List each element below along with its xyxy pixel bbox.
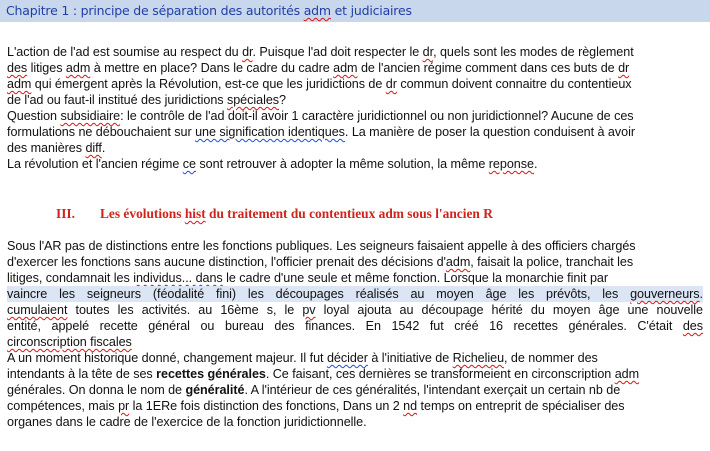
chapter-title [6,3,412,18]
p1-line-1: L'action de l'ad est soumise au respect du dr. Puisque l'ad doit respecter le dr, quels sont les modes de règlement [7,45,634,59]
p2-line-11: compétences, mais pr la 1ERe fois distinction des fonctions, Dans un 2 nd temps on entreprit de spécialiser des [7,399,625,413]
p2-line-3: litiges, condamnait les individus... dans le cadre d'une seule et même fonction. Lorsque la monarchie finit par [7,271,609,285]
p2-line-12: organes dans le cadre de l'exercice de la fonction juridictionnelle. [7,415,367,429]
p2-line-9: intendants à la tête de ses recettes générales. Ce faisant, ces dernières se transformeient en circonscription adm [7,367,640,381]
p2-line-4: vaincre les seigneurs (féodalité fini) les découpages réalisés au moyen âge les prévôts, les gouverneurs. [7,287,703,301]
p2-line-6: entité, appelé recette général ou bureau des finances. En 1542 fut créé 16 recettes générales. C'était des [7,319,703,333]
p2-line-7: circonscription fiscales [7,335,132,349]
p1-line-5: Question subsidiaire: le contrôle de l'ad doit-il avoir 1 caractère juridictionnel ou non juridictionnel? Aucune de ces [7,109,634,123]
p2-line-1: Sous l'AR pas de distinctions entre les fonctions publiques. Les seigneurs faisaient appelle à des officiers chargés [7,239,636,253]
p2-line-2: d'exercer les fonctions sans aucune distinction, l'officier prenait des décisions d'adm, faisait la police, tranchait les [7,255,634,269]
section-number: III. [56,206,75,221]
p1-line-3: adm qui émergent après la Révolution, est-ce que les juridictions de dr commun doivent connaitre du contentieux [7,77,632,91]
p1-line-7: des manières diff. [7,141,106,155]
chapter-title-text-end: et judiciaires [330,3,412,18]
section-heading: Les évolutions hist du traitement du contentieux adm sous l'ancien R [100,206,493,221]
chapter-title-text: Chapitre 1 : principe de séparation des autorités [6,3,304,18]
p2-line-10: générales. On donna le nom de généralité. A l'intérieur de ces généralités, l'intendant exerçait un certain nb de [7,383,621,397]
p1-line-6: formulations ne débouchaient sur une signification identiques. La manière de poser la question conduisent à avoir [7,125,635,139]
p2-line-5: cumulaient toutes les activités. au 16ème s, le pv loyal ajouta au découpage hérité du moyen âge une nouvelle [7,303,704,317]
p2-line-8: A un moment historique donné, changement majeur. Il fut décider à l'initiative de Richelieu, de nommer des [7,351,598,365]
p1-line-4: de l'ad ou faut-il institué des juridictions spéciales? [7,93,286,107]
chapter-title-adm: adm [303,3,331,18]
p1-line-8: La révolution et l'ancien régime ce sont retrouver à adopter la même solution, la même reponse. [7,157,538,171]
p1-line-2: des litiges adm à mettre en place? Dans le cadre du cadre adm de l'ancien régime comment dans ces buts de dr [7,61,630,75]
